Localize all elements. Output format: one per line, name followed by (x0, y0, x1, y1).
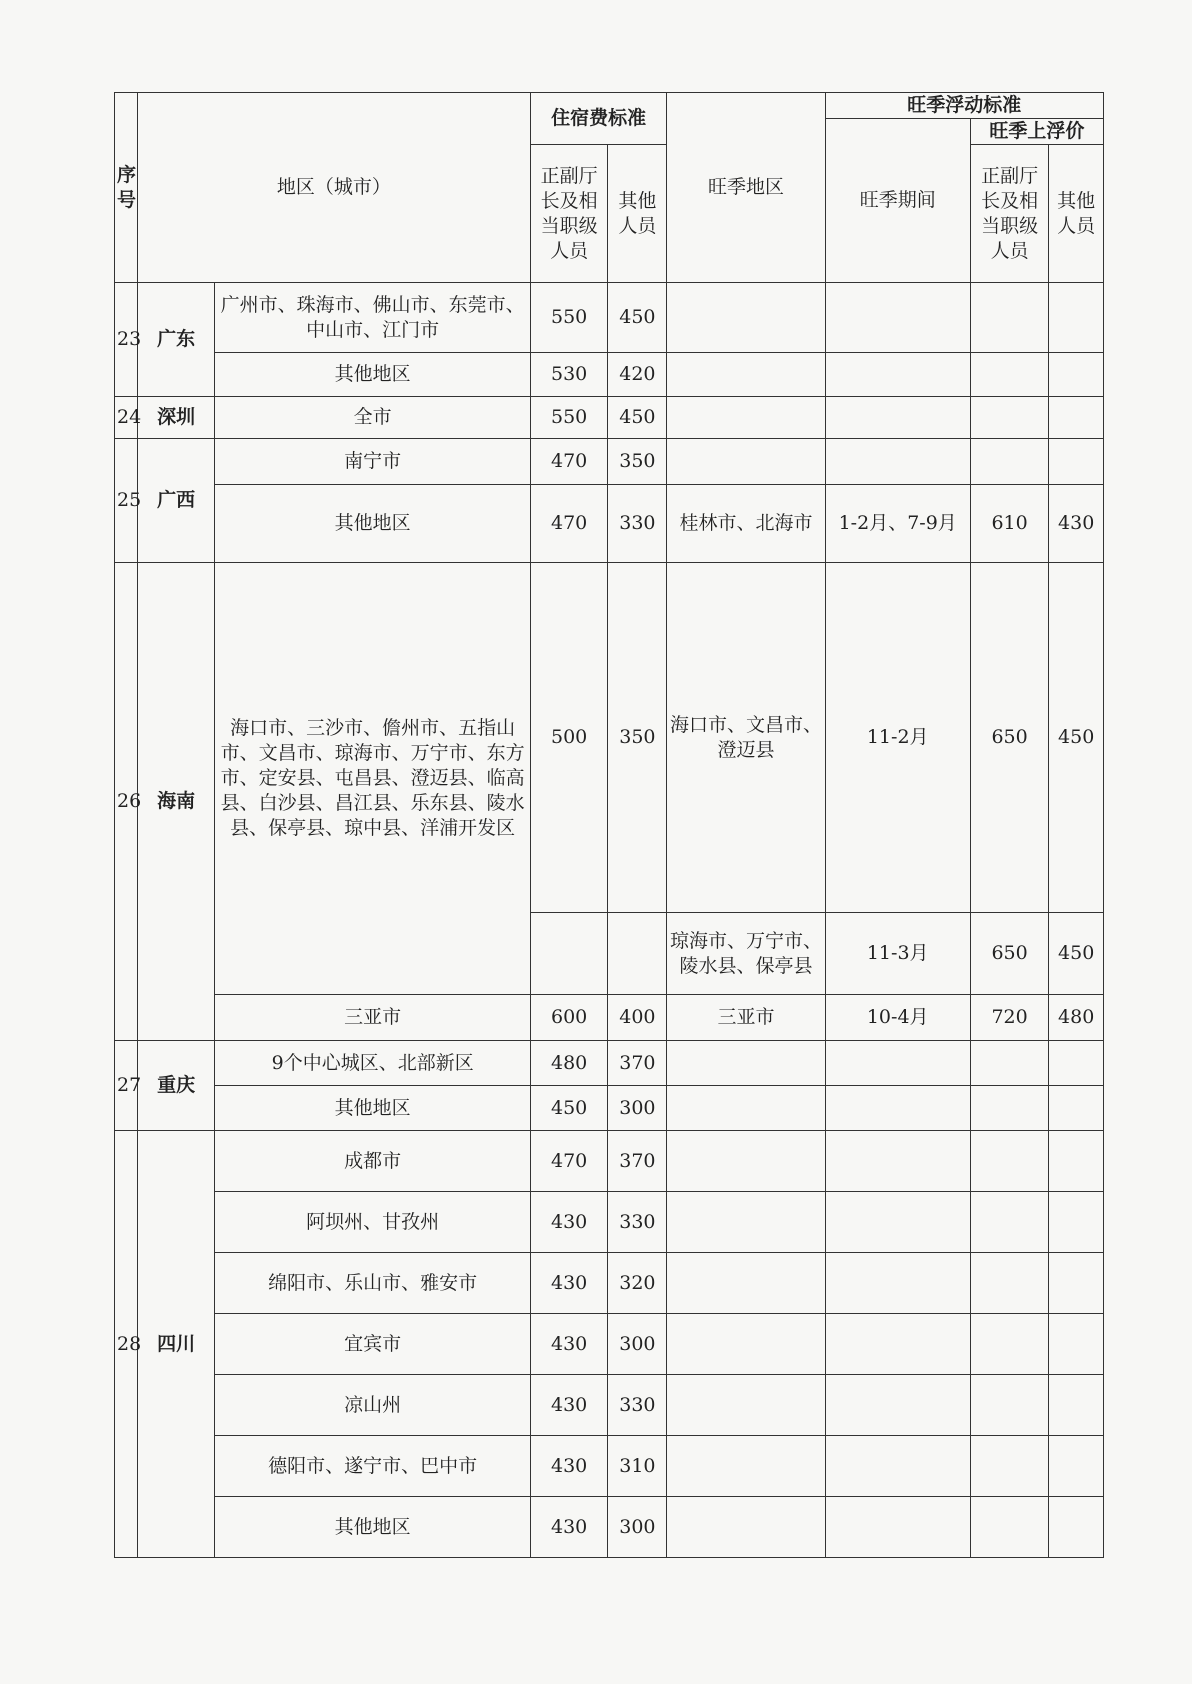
header-peak-up: 旺季上浮价 (970, 119, 1103, 145)
area-cell: 9个中心城区、北部新区 (215, 1041, 530, 1086)
other-cell: 330 (608, 1192, 667, 1253)
area-cell: 德阳市、遂宁市、巴中市 (215, 1436, 530, 1497)
area-cell: 三亚市 (215, 995, 530, 1041)
senior-cell: 430 (530, 1436, 608, 1497)
table-row (115, 1253, 1104, 1314)
area-cell: 广州市、珠海市、佛山市、东莞市、中山市、江门市 (215, 283, 530, 353)
senior-cell: 550 (530, 283, 608, 353)
table-row (115, 353, 1104, 397)
peak-period-cell: 1-2月、7-9月 (825, 485, 970, 563)
peak-period-cell: 11-3月 (825, 913, 970, 995)
area-cell: 其他地区 (215, 1497, 530, 1558)
area-cell: 其他地区 (215, 485, 530, 563)
peak-period-cell: 11-2月 (825, 563, 970, 913)
senior-cell: 450 (530, 1086, 608, 1131)
table-row (115, 439, 1104, 485)
table-row (115, 1041, 1104, 1086)
area-cell: 凉山州 (215, 1375, 530, 1436)
table-row (115, 1314, 1104, 1375)
peak-other-cell: 480 (1049, 995, 1104, 1041)
header-peak-senior: 正副厅长及相当职级人员 (970, 145, 1049, 283)
senior-cell: 550 (530, 397, 608, 439)
senior-cell: 500 (530, 563, 608, 913)
header-peak-other: 其他人员 (1049, 145, 1104, 283)
peak-area-cell: 三亚市 (667, 995, 825, 1041)
province-cell: 广东 (137, 283, 215, 397)
table-row (115, 485, 1104, 563)
table-row (115, 1086, 1104, 1131)
peak-senior-cell: 650 (970, 913, 1049, 995)
peak-other-cell: 430 (1049, 485, 1104, 563)
lodging-standard-table (114, 92, 1104, 1558)
seq-cell: 24 (115, 397, 138, 439)
table-row (115, 1192, 1104, 1253)
senior-cell: 480 (530, 1041, 608, 1086)
area-cell: 绵阳市、乐山市、雅安市 (215, 1253, 530, 1314)
area-cell: 南宁市 (215, 439, 530, 485)
peak-area-cell: 琼海市、万宁市、陵水县、保亭县 (667, 913, 825, 995)
senior-cell: 470 (530, 439, 608, 485)
header-seq: 序号 (115, 93, 138, 283)
seq-cell: 28 (115, 1131, 138, 1558)
senior-cell: 470 (530, 485, 608, 563)
seq-cell: 23 (115, 283, 138, 397)
province-cell: 海南 (137, 563, 215, 1041)
header-lodging-senior: 正副厅长及相当职级人员 (530, 145, 608, 283)
other-cell: 370 (608, 1041, 667, 1086)
senior-cell: 470 (530, 1131, 608, 1192)
table-row (115, 1497, 1104, 1558)
peak-area-cell: 桂林市、北海市 (667, 485, 825, 563)
senior-cell: 430 (530, 1497, 608, 1558)
province-cell: 四川 (137, 1131, 215, 1558)
area-cell: 阿坝州、甘孜州 (215, 1192, 530, 1253)
peak-senior-cell: 610 (970, 485, 1049, 563)
province-cell: 广西 (137, 439, 215, 563)
seq-cell: 26 (115, 563, 138, 1041)
other-cell: 320 (608, 1253, 667, 1314)
other-cell: 450 (608, 283, 667, 353)
other-cell: 400 (608, 995, 667, 1041)
other-cell: 350 (608, 563, 667, 913)
area-cell: 其他地区 (215, 1086, 530, 1131)
peak-other-cell: 450 (1049, 913, 1104, 995)
table-row (115, 1375, 1104, 1436)
table-row (115, 397, 1104, 439)
header-region: 地区（城市） (137, 93, 530, 283)
senior-cell: 430 (530, 1314, 608, 1375)
other-cell: 420 (608, 353, 667, 397)
table-row (115, 563, 1104, 913)
other-cell: 450 (608, 397, 667, 439)
senior-cell: 530 (530, 353, 608, 397)
peak-period-cell: 10-4月 (825, 995, 970, 1041)
senior-cell: 430 (530, 1253, 608, 1314)
seq-cell: 27 (115, 1041, 138, 1131)
header-peak-float: 旺季浮动标准 (825, 93, 1103, 119)
senior-cell: 430 (530, 1192, 608, 1253)
senior-cell: 600 (530, 995, 608, 1041)
table-row (115, 283, 1104, 353)
other-cell: 370 (608, 1131, 667, 1192)
other-cell: 300 (608, 1497, 667, 1558)
other-cell: 310 (608, 1436, 667, 1497)
peak-area-cell: 海口市、文昌市、澄迈县 (667, 563, 825, 913)
senior-cell: 430 (530, 1375, 608, 1436)
area-cell: 成都市 (215, 1131, 530, 1192)
peak-senior-cell: 650 (970, 563, 1049, 913)
province-cell: 深圳 (137, 397, 215, 439)
table-row (115, 995, 1104, 1041)
header-lodging-std: 住宿费标准 (530, 93, 666, 145)
header-peak-period: 旺季期间 (825, 119, 970, 283)
province-cell: 重庆 (137, 1041, 215, 1131)
other-cell: 330 (608, 1375, 667, 1436)
other-cell: 330 (608, 485, 667, 563)
other-cell: 350 (608, 439, 667, 485)
other-cell: 300 (608, 1086, 667, 1131)
area-cell: 宜宾市 (215, 1314, 530, 1375)
table-row (115, 1131, 1104, 1192)
header-lodging-other: 其他人员 (608, 145, 667, 283)
area-cell: 海口市、三沙市、儋州市、五指山市、文昌市、琼海市、万宁市、东方市、定安县、屯昌县、澄迈县、临高县、白沙县、昌江县、乐东县、陵水县、保亭县、琼中县、洋浦开发区 (215, 563, 530, 995)
table-row (115, 1436, 1104, 1497)
other-cell: 300 (608, 1314, 667, 1375)
area-cell: 全市 (215, 397, 530, 439)
peak-other-cell: 450 (1049, 563, 1104, 913)
header-peak-area: 旺季地区 (667, 93, 825, 283)
seq-cell: 25 (115, 439, 138, 563)
area-cell: 其他地区 (215, 353, 530, 397)
peak-senior-cell: 720 (970, 995, 1049, 1041)
